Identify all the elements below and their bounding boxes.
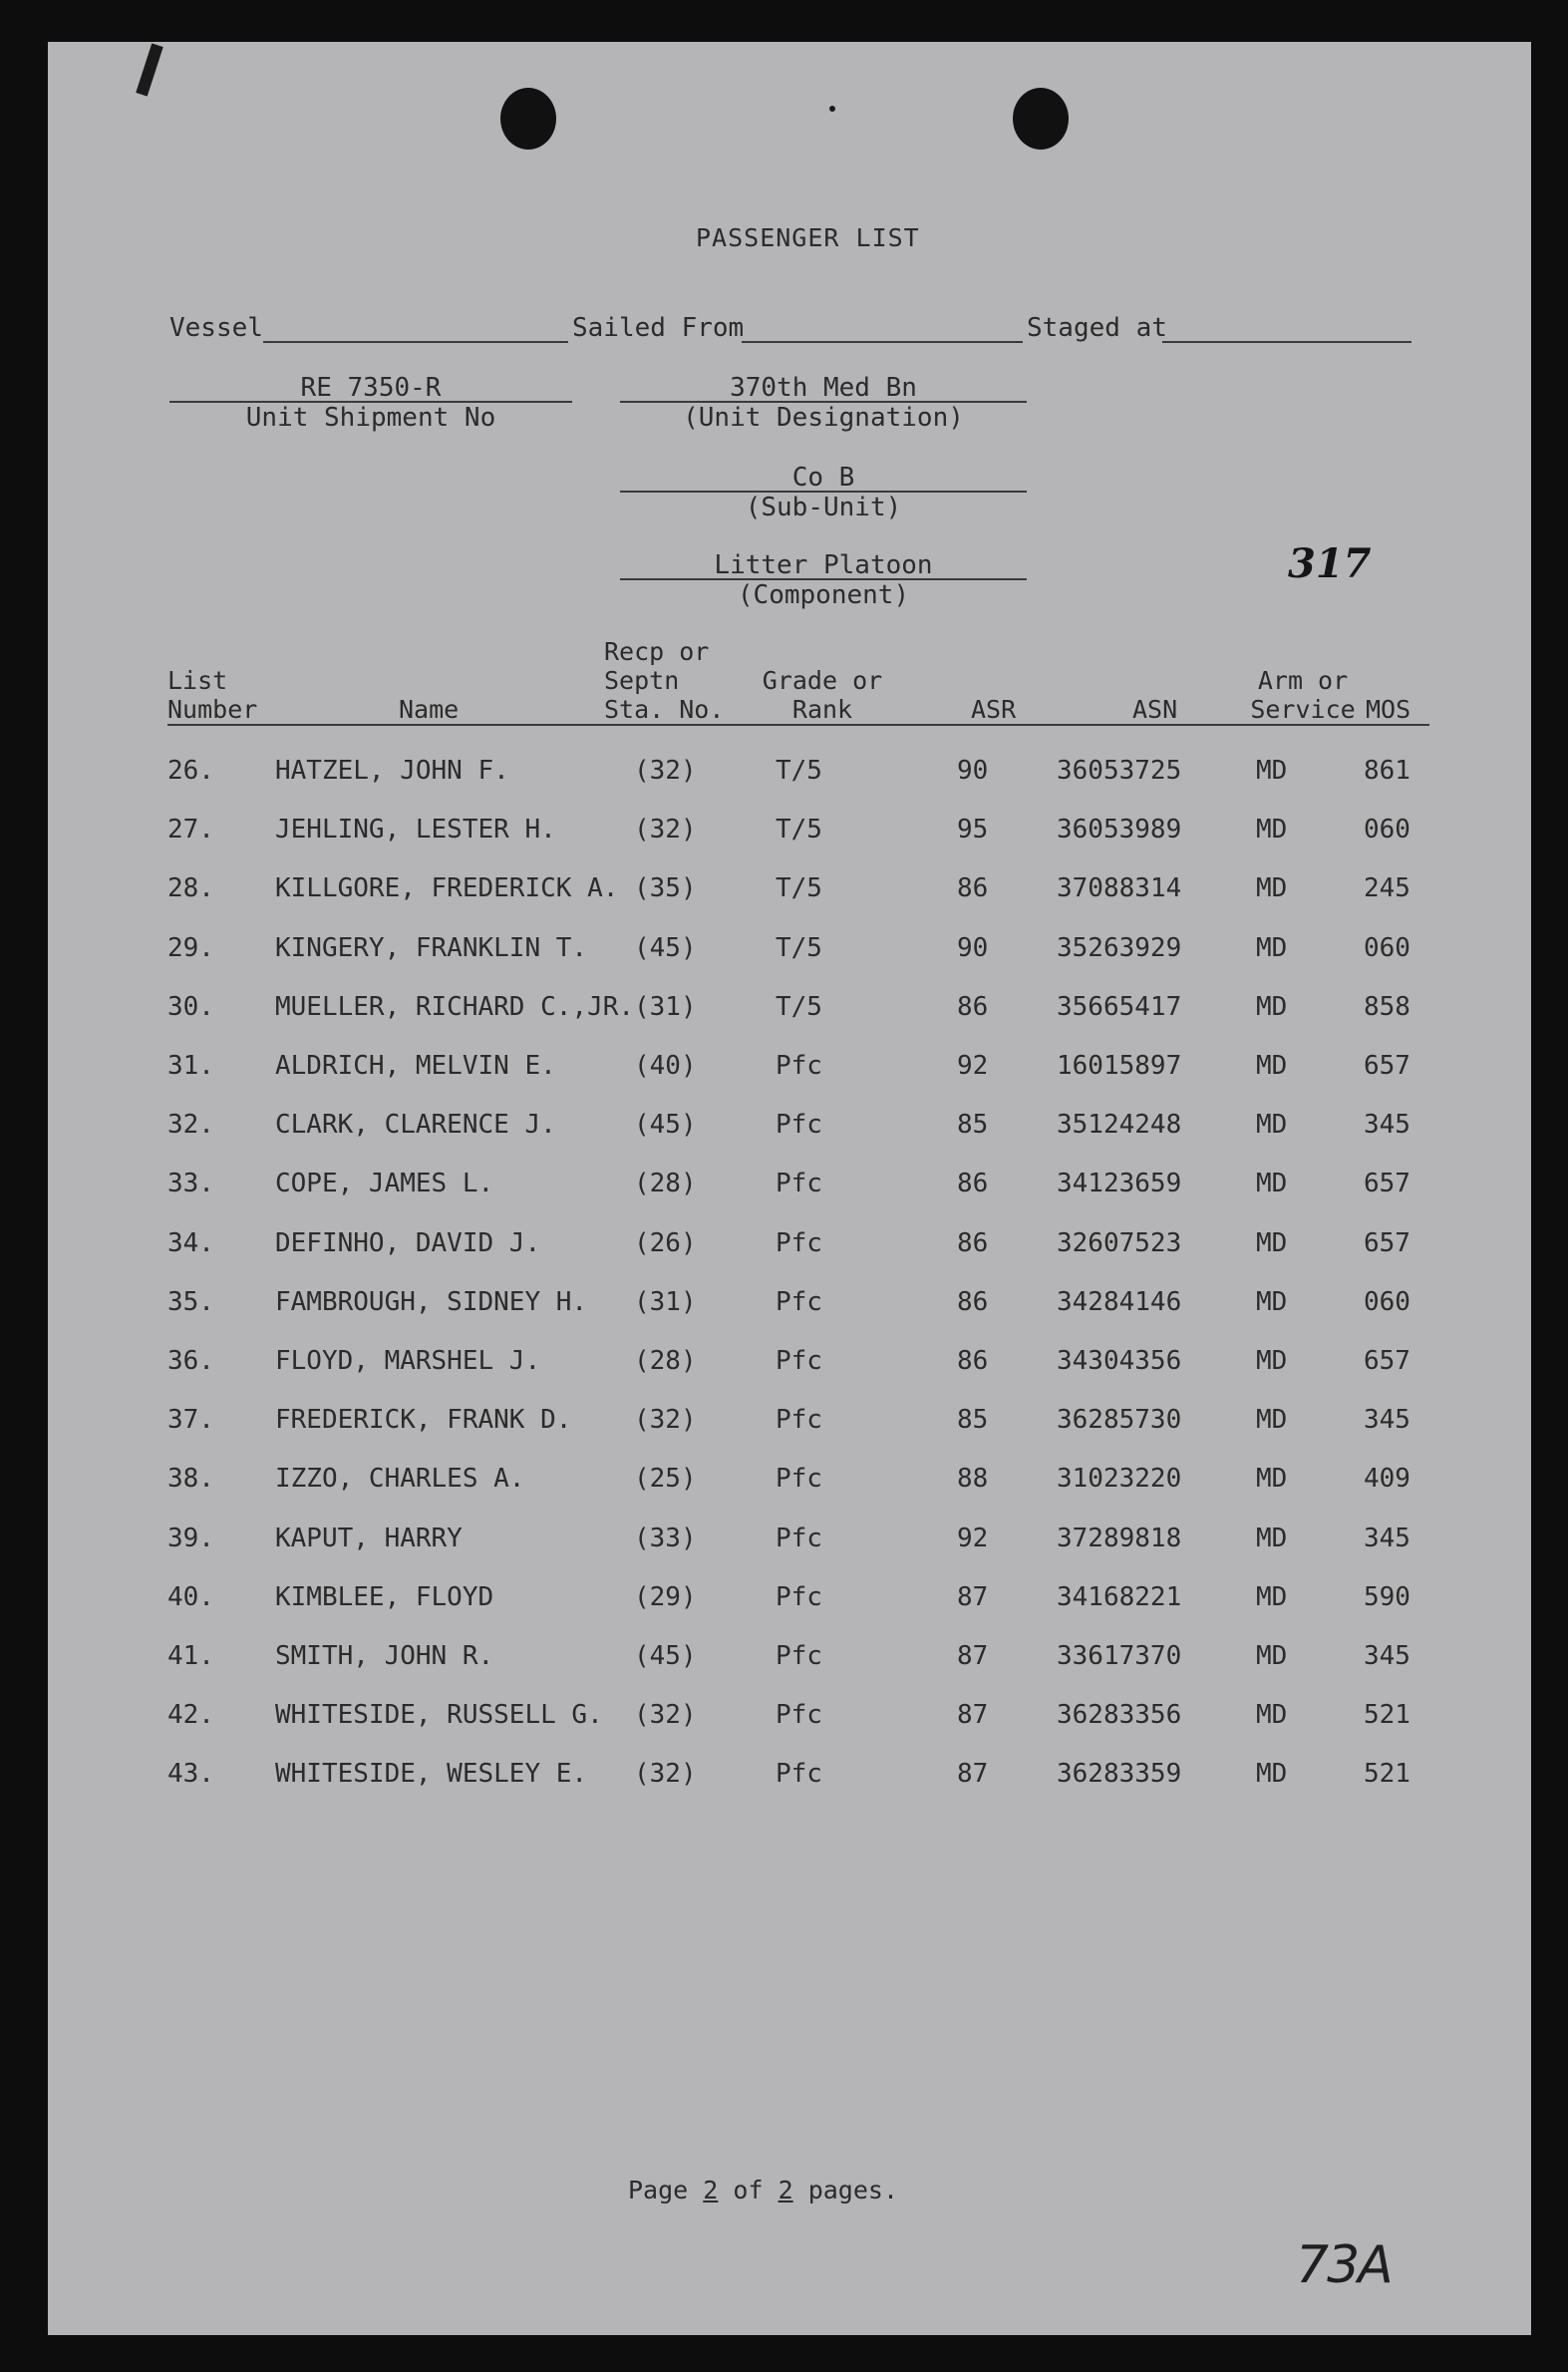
list-number: 26. [167, 756, 214, 786]
passenger-name: MUELLER, RICHARD C.,JR. [275, 991, 635, 1022]
grade-rank: T/5 [776, 932, 822, 963]
header-recp-line1: Recp or [604, 637, 710, 666]
asn-number: 37088314 [1057, 873, 1182, 904]
grade-rank: Pfc [776, 1700, 822, 1731]
list-number: 38. [167, 1464, 214, 1495]
station-number: (45) [634, 1641, 697, 1671]
header-recp-line3: Sta. No. [604, 695, 725, 724]
grade-rank: Pfc [776, 1464, 822, 1495]
station-number: (32) [634, 1405, 697, 1436]
list-number: 29. [167, 932, 214, 963]
list-number: 28. [167, 873, 214, 904]
unit-shipment-value: RE 7350-R [300, 373, 442, 403]
arm-service: MD [1256, 932, 1288, 963]
asn-number: 36053725 [1057, 756, 1182, 786]
document-page [48, 42, 1531, 2335]
station-number: (31) [634, 991, 697, 1022]
station-number: (29) [634, 1581, 697, 1612]
arm-service: MD [1256, 1227, 1288, 1258]
asn-number: 16015897 [1057, 1051, 1182, 1081]
mos-code: 657 [1364, 1227, 1411, 1258]
header-list-line1: List [167, 666, 228, 695]
station-number: (31) [634, 1286, 697, 1317]
list-number: 35. [167, 1286, 214, 1317]
arm-service: MD [1256, 1110, 1288, 1141]
table-row [48, 992, 1531, 1032]
punch-hole-left [500, 88, 556, 150]
asn-number: 35124248 [1057, 1110, 1182, 1141]
header-arm-line1: Arm or [1257, 666, 1349, 695]
mos-code: 345 [1364, 1641, 1411, 1671]
passenger-name: HATZEL, JOHN F. [275, 756, 509, 786]
table-row [48, 1641, 1531, 1681]
header-grade-line1: Grade or [762, 666, 883, 695]
asn-number: 32607523 [1057, 1227, 1182, 1258]
passenger-name: KILLGORE, FREDERICK A. [275, 873, 619, 904]
asn-number: 34168221 [1057, 1581, 1182, 1612]
asr-score: 95 [957, 815, 989, 846]
header-mos: MOS [1366, 695, 1411, 724]
sailed-from-label: Sailed From [572, 313, 745, 343]
arm-service: MD [1256, 1523, 1288, 1553]
station-number: (32) [634, 815, 697, 846]
header-arm [1248, 666, 1358, 724]
station-number: (35) [634, 873, 697, 904]
passenger-name: WHITESIDE, RUSSELL G. [275, 1700, 603, 1731]
table-row [48, 1582, 1531, 1622]
grade-rank: Pfc [776, 1169, 822, 1199]
passenger-name: FAMBROUGH, SIDNEY H. [275, 1286, 588, 1317]
component-caption: (Component) [737, 580, 910, 610]
asr-score: 87 [957, 1759, 989, 1790]
mos-code: 657 [1364, 1051, 1411, 1081]
table-row [48, 1759, 1531, 1799]
table-row [48, 815, 1531, 854]
list-number: 40. [167, 1581, 214, 1612]
asn-number: 35263929 [1057, 932, 1182, 963]
sailed-from-blank [742, 341, 1023, 343]
header-grade [758, 666, 887, 724]
passenger-name: DEFINHO, DAVID J. [275, 1227, 541, 1258]
table-row [48, 1405, 1531, 1445]
asn-number: 34304356 [1057, 1346, 1182, 1376]
passenger-name: JEHLING, LESTER H. [275, 815, 556, 846]
station-number: (28) [634, 1346, 697, 1376]
passenger-name: FLOYD, MARSHEL J. [275, 1346, 541, 1376]
station-number: (26) [634, 1227, 697, 1258]
table-row [48, 1169, 1531, 1208]
list-number: 30. [167, 991, 214, 1022]
mos-code: 657 [1364, 1169, 1411, 1199]
asr-score: 87 [957, 1641, 989, 1671]
arm-service: MD [1256, 1346, 1288, 1376]
header-recp-line2: Septn [604, 666, 680, 695]
header-arm-line2: Service [1250, 695, 1356, 724]
station-number: (28) [634, 1169, 697, 1199]
asr-score: 86 [957, 1169, 989, 1199]
mos-code: 861 [1364, 756, 1411, 786]
arm-service: MD [1256, 1286, 1288, 1317]
component-value: Litter Platoon [714, 550, 933, 580]
mos-code: 521 [1364, 1700, 1411, 1731]
asr-score: 86 [957, 873, 989, 904]
table-row [48, 873, 1531, 913]
page-prefix: Page [628, 2176, 689, 2204]
asn-number: 36283356 [1057, 1700, 1182, 1731]
list-number: 43. [167, 1759, 214, 1790]
vessel-label: Vessel [169, 313, 263, 343]
arm-service: MD [1256, 1700, 1288, 1731]
mos-code: 345 [1364, 1405, 1411, 1436]
header-list-line2: Number [167, 695, 258, 724]
list-number: 41. [167, 1641, 214, 1671]
asr-score: 85 [957, 1110, 989, 1141]
station-number: (40) [634, 1051, 697, 1081]
passenger-name: KIMBLEE, FLOYD [275, 1581, 494, 1612]
arm-service: MD [1256, 1051, 1288, 1081]
station-number: (32) [634, 756, 697, 786]
arm-service: MD [1256, 815, 1288, 846]
asr-score: 85 [957, 1405, 989, 1436]
grade-rank: Pfc [776, 1227, 822, 1258]
unit-designation-value: 370th Med Bn [730, 373, 917, 403]
asn-number: 36053989 [1057, 815, 1182, 846]
handwritten-number: 73A [1296, 2235, 1392, 2295]
grade-rank: T/5 [776, 873, 822, 904]
passenger-name: COPE, JAMES L. [275, 1169, 494, 1199]
asr-score: 86 [957, 991, 989, 1022]
grade-rank: Pfc [776, 1346, 822, 1376]
grade-rank: Pfc [776, 1286, 822, 1317]
station-number: (32) [634, 1759, 697, 1790]
grade-rank: Pfc [776, 1405, 822, 1436]
table-row [48, 1346, 1531, 1386]
grade-rank: Pfc [776, 1759, 822, 1790]
subunit-caption: (Sub-Unit) [745, 493, 902, 522]
mos-code: 060 [1364, 815, 1411, 846]
grade-rank: T/5 [776, 991, 822, 1022]
grade-rank: Pfc [776, 1110, 822, 1141]
page-suffix: pages. [807, 2176, 899, 2204]
passenger-name: SMITH, JOHN R. [275, 1641, 494, 1671]
passenger-name: FREDERICK, FRANK D. [275, 1405, 572, 1436]
station-number: (45) [634, 932, 697, 963]
table-row [48, 1700, 1531, 1740]
table-row [48, 1110, 1531, 1150]
grade-rank: T/5 [776, 815, 822, 846]
passenger-name: KAPUT, HARRY [275, 1523, 463, 1553]
list-number: 42. [167, 1700, 214, 1731]
asn-number: 34123659 [1057, 1169, 1182, 1199]
table-row [48, 1287, 1531, 1327]
asr-score: 87 [957, 1581, 989, 1612]
page-of: of [733, 2176, 764, 2204]
arm-service: MD [1256, 1405, 1288, 1436]
document-title: PASSENGER LIST [696, 223, 920, 252]
table-row [48, 1464, 1531, 1504]
ink-mark [136, 43, 162, 96]
arm-service: MD [1256, 1759, 1288, 1790]
asn-number: 33617370 [1057, 1641, 1182, 1671]
station-number: (33) [634, 1523, 697, 1553]
grade-rank: Pfc [776, 1051, 822, 1081]
arm-service: MD [1256, 1641, 1288, 1671]
asn-number: 31023220 [1057, 1464, 1182, 1495]
asr-score: 86 [957, 1346, 989, 1376]
page-indicator [628, 2176, 898, 2204]
passenger-name: KINGERY, FRANKLIN T. [275, 932, 588, 963]
unit-shipment-caption: Unit Shipment No [245, 403, 496, 433]
arm-service: MD [1256, 873, 1288, 904]
station-number: (45) [634, 1110, 697, 1141]
arm-service: MD [1256, 756, 1288, 786]
passenger-name: ALDRICH, MELVIN E. [275, 1051, 556, 1081]
station-number: (32) [634, 1700, 697, 1731]
list-number: 32. [167, 1110, 214, 1141]
arm-service: MD [1256, 991, 1288, 1022]
mos-code: 590 [1364, 1581, 1411, 1612]
table-row [48, 933, 1531, 973]
grade-rank: Pfc [776, 1523, 822, 1553]
mos-code: 060 [1364, 932, 1411, 963]
mos-code: 521 [1364, 1759, 1411, 1790]
staged-at-label: Staged at [1027, 313, 1167, 343]
grade-rank: Pfc [776, 1581, 822, 1612]
vessel-blank [263, 341, 568, 343]
list-number: 33. [167, 1169, 214, 1199]
passenger-name: WHITESIDE, WESLEY E. [275, 1759, 588, 1790]
passenger-name: CLARK, CLARENCE J. [275, 1110, 556, 1141]
asr-score: 90 [957, 756, 989, 786]
unit-designation-caption: (Unit Designation) [683, 403, 964, 433]
table-row [48, 1051, 1531, 1091]
list-number: 37. [167, 1405, 214, 1436]
arm-service: MD [1256, 1169, 1288, 1199]
asn-number: 36285730 [1057, 1405, 1182, 1436]
list-number: 31. [167, 1051, 214, 1081]
header-rule [167, 724, 1429, 726]
asn-number: 34284146 [1057, 1286, 1182, 1317]
list-number: 27. [167, 815, 214, 846]
page-current: 2 [703, 2176, 719, 2204]
mos-code: 060 [1364, 1286, 1411, 1317]
asr-score: 92 [957, 1523, 989, 1553]
mos-code: 657 [1364, 1346, 1411, 1376]
mos-code: 345 [1364, 1523, 1411, 1553]
table-row [48, 756, 1531, 796]
asr-score: 86 [957, 1227, 989, 1258]
passenger-name: IZZO, CHARLES A. [275, 1464, 525, 1495]
mos-code: 345 [1364, 1110, 1411, 1141]
table-row [48, 1228, 1531, 1268]
page-total: 2 [778, 2176, 793, 2204]
subunit-value: Co B [791, 463, 855, 493]
arm-service: MD [1256, 1581, 1288, 1612]
header-asr: ASR [971, 695, 1017, 724]
asr-score: 86 [957, 1286, 989, 1317]
list-number: 39. [167, 1523, 214, 1553]
asn-number: 36283359 [1057, 1759, 1182, 1790]
station-number: (25) [634, 1464, 697, 1495]
asr-score: 88 [957, 1464, 989, 1495]
punch-hole-right [1013, 88, 1069, 150]
header-recp [604, 637, 724, 724]
asr-score: 87 [957, 1700, 989, 1731]
mos-code: 409 [1364, 1464, 1411, 1495]
arm-service: MD [1256, 1464, 1288, 1495]
asr-score: 90 [957, 932, 989, 963]
header-grade-line2: Rank [791, 695, 853, 724]
stamped-number: 317 [1288, 540, 1372, 587]
grade-rank: T/5 [776, 756, 822, 786]
grade-rank: Pfc [776, 1641, 822, 1671]
staged-at-blank [1162, 341, 1411, 343]
table-row [48, 1524, 1531, 1563]
ink-dot [829, 106, 835, 112]
list-number: 36. [167, 1346, 214, 1376]
mos-code: 245 [1364, 873, 1411, 904]
header-asn: ASN [1132, 695, 1178, 724]
asn-number: 37289818 [1057, 1523, 1182, 1553]
asr-score: 92 [957, 1051, 989, 1081]
header-name: Name [399, 695, 460, 724]
asn-number: 35665417 [1057, 991, 1182, 1022]
header-list-number [167, 666, 257, 724]
mos-code: 858 [1364, 991, 1411, 1022]
list-number: 34. [167, 1227, 214, 1258]
